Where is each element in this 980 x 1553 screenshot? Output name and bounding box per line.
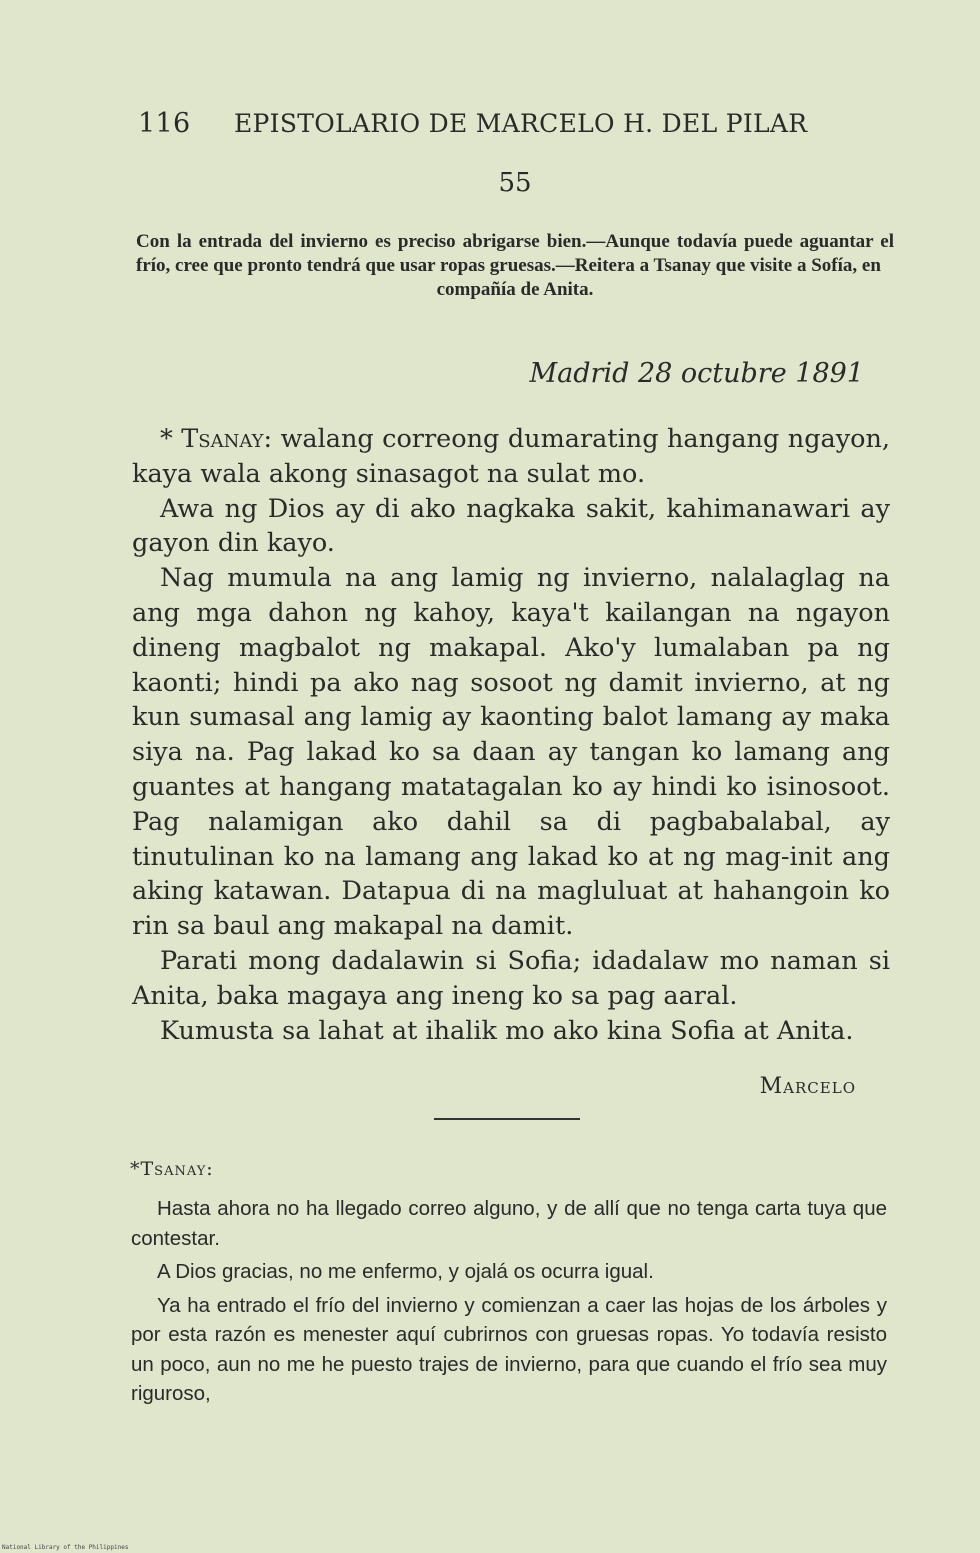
letter-summary <box>136 230 894 302</box>
footnote-paragraph: Hasta ahora no ha llegado correo alguno, y de allí que no tenga carta tuya que contestar. <box>131 1197 887 1250</box>
footnote-paragraph: Ya ha entrado el frío del invierno y comienzan a caer las hojas de los árboles y por esta razón es menester aquí cubrirnos con gruesas ropas. Yo todavía resisto un poco, aun no me he puesto trajes de invierno, para que cuando el frío sea muy riguroso, <box>131 1293 887 1405</box>
page-number: 116 <box>138 108 191 139</box>
footnote-label: *Tsanay: <box>130 1158 214 1180</box>
running-header <box>138 108 838 139</box>
body-paragraph: * Tsanay: walang correong dumarating hangang ngayon, kaya wala akong sinasagot na sulat mo. <box>132 424 891 489</box>
summary-text: Con la entrada del invierno es preciso abrigarse bien.—Aunque todavía puede aguantar el frío, cree que pronto tendrá que usar ropas gruesas.—Reitera a Tsanay que visite a Sofía, en <box>136 231 894 276</box>
body-paragraph: Kumusta sa lahat at ihalik mo ako kina Sofia at Anita. <box>160 1015 854 1046</box>
dateline: Madrid 28 octubre 1891 <box>529 358 864 389</box>
footnote-divider <box>434 1118 580 1120</box>
body-paragraph: Awa ng Dios ay di ako nagkaka sakit, kahimanawari ay gayon din kayo. <box>132 493 890 559</box>
signature: Marcelo <box>759 1074 856 1099</box>
book-title: EPISTOLARIO DE MARCELO H. DEL PILAR <box>234 109 808 138</box>
body-paragraph: Nag mumula na ang lamig ng invierno, nalalaglag na ang mga dahon ng kahoy, kaya't kailangan na ngayon dineng magbalot ng makapal. Ako'y lumalaban pa ng kaonti; hindi pa ako nag sosoot ng damit invierno, at ng kun sumasal ang lamig ay kaonting balot lamang ay maka siya na. Pag lakad ko sa daan ay tangan ko lamang ang guantes at hangang matatagalan ko ay hindi ko isinosoot. Pag nalamigan ako dahil sa di pagbabalabal, ay tinutulinan ko na lamang ang lakad ko at ng mag-init ang aking katawan. Datapua di na magluluat at hahangoin ko rin sa baul ang makapal na damit. <box>132 563 890 942</box>
summary-last-line: compañía de Anita. <box>436 279 594 300</box>
footnote-marker: * <box>160 424 182 454</box>
footnote-paragraph: A Dios gracias, no me enfermo, y ojalá os ocurra igual. <box>157 1260 654 1283</box>
footnote-translation <box>131 1194 887 1413</box>
letter-body <box>132 422 890 1048</box>
body-paragraph: Parati mong dadalawin si Sofia; idadalaw mo naman si Anita, baka magaya ang ineng ko sa pag aaral. <box>132 945 890 1011</box>
library-credit: National Library of the Philippines <box>2 1544 129 1551</box>
salutation-name: Tsanay: <box>181 424 273 454</box>
letter-number: 55 <box>498 168 532 198</box>
